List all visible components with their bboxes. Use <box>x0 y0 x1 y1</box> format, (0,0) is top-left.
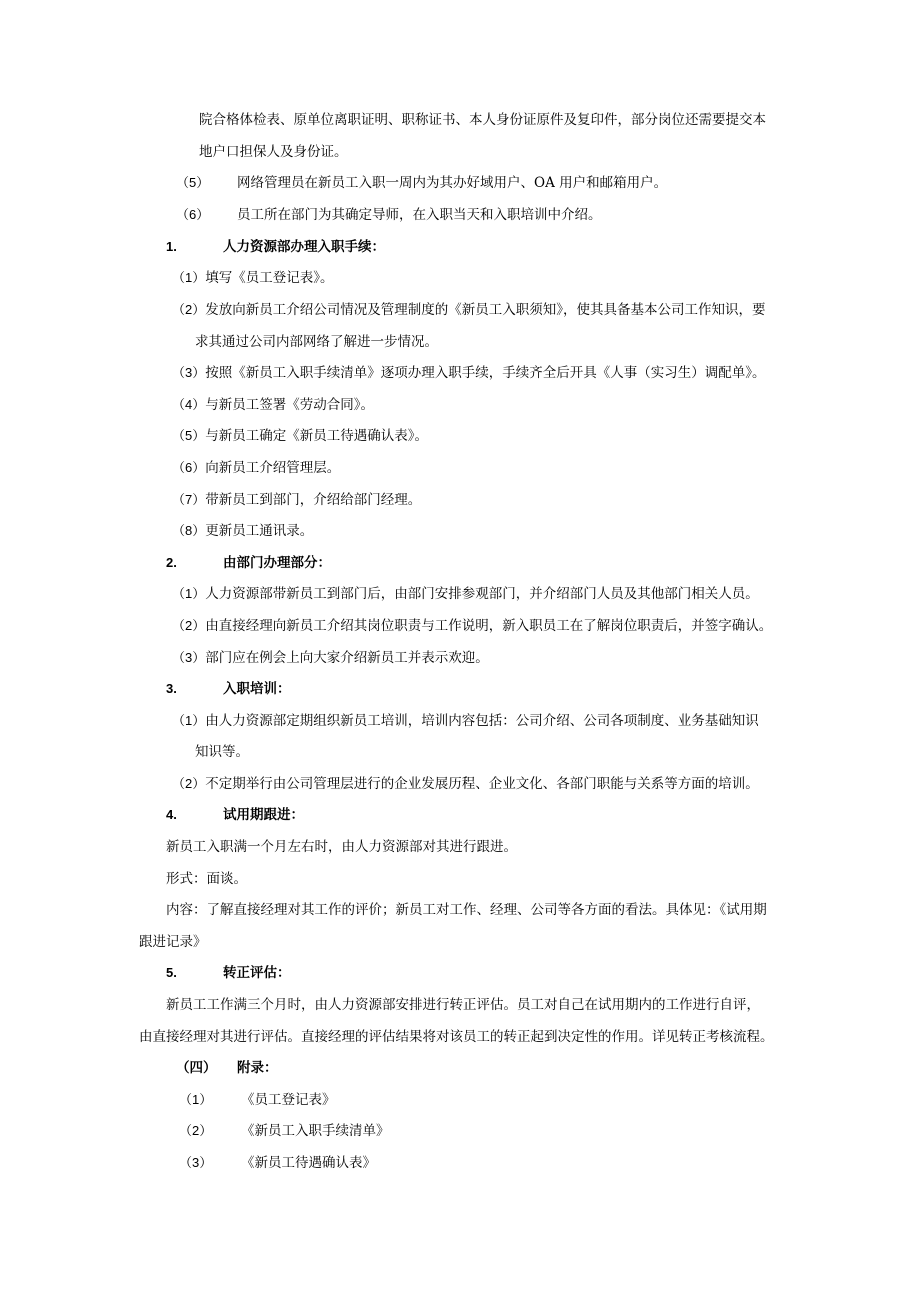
paragraph-line: 新员工工作满三个月时，由人力资源部安排进行转正评估。员工对自己在试用期内的工作进行自评， <box>166 997 760 1013</box>
item-text: 《新员工待遇确认表》 <box>241 1155 376 1171</box>
paragraph-line: 新员工入职满一个月左右时，由人力资源部对其进行跟进。 <box>166 839 517 855</box>
item-number: （3） <box>172 650 206 665</box>
list-item <box>172 648 489 668</box>
section-number: 1. <box>166 239 177 254</box>
list-item <box>172 774 759 794</box>
section-number: 5. <box>166 965 177 980</box>
list-item <box>172 363 765 383</box>
item-number: （5） <box>172 428 206 443</box>
item-text: 部门应在例会上向大家介绍新员工并表示欢迎。 <box>205 650 489 666</box>
item-text: 与新员工签署《劳动合同》。 <box>205 397 374 413</box>
item-text: 《新员工入职手续清单》 <box>241 1123 390 1139</box>
section-number: 2. <box>166 555 177 570</box>
item-text: 由人力资源部定期组织新员工培训，培训内容包括：公司介绍、公司各项制度、业务基础知识 <box>205 713 759 729</box>
item-text: 与新员工确定《新员工待遇确认表》。 <box>205 428 428 444</box>
paragraph-line: 跟进记录》 <box>139 934 207 950</box>
paragraph-line: 求其通过公司内部网络了解进一步情况。 <box>195 334 438 350</box>
section-number: 4. <box>166 807 177 822</box>
section-title: 人力资源部办理入职手续： <box>223 239 385 255</box>
item-text: 带新员工到部门，介绍给部门经理。 <box>205 492 422 508</box>
list-item <box>172 521 313 541</box>
list-item <box>172 426 428 446</box>
list-item <box>176 173 209 193</box>
list-item <box>172 490 421 510</box>
item-text: 《员工登记表》 <box>241 1092 336 1108</box>
item-text: 由直接经理向新员工介绍其岗位职责与工作说明，新入职员工在了解岗位职责后，并签字确认。 <box>205 618 773 634</box>
paragraph-line: 由直接经理对其进行评估。直接经理的评估结果将对该员工的转正起到决定性的作用。详见转正考核流程。 <box>139 1029 774 1045</box>
item-number: （7） <box>172 492 206 507</box>
item-number: （6） <box>172 460 206 475</box>
item-text: 不定期举行由公司管理层进行的企业发展历程、企业文化、各部门职能与关系等方面的培训。 <box>205 776 759 792</box>
list-item <box>172 395 374 415</box>
paragraph-line: 院合格体检表、原单位离职证明、职称证书、本人身份证原件及复印件，部分岗位还需要提交本 <box>199 112 766 128</box>
paragraph-line: 知识等。 <box>195 744 249 760</box>
item-text: 发放向新员工介绍公司情况及管理制度的《新员工入职须知》，使其具备基本公司工作知识，要 <box>205 302 766 318</box>
list-item <box>172 300 765 320</box>
item-number: （1） <box>172 713 206 728</box>
item-text: 人力资源部带新员工到部门后，由部门安排参观部门，并介绍部门人员及其他部门相关人员。 <box>205 586 759 602</box>
section-title: 由部门办理部分： <box>223 555 331 571</box>
list-item <box>172 458 340 478</box>
item-text: 填写《员工登记表》。 <box>205 270 334 286</box>
section-number: （四） <box>176 1060 217 1076</box>
list-item <box>172 711 759 731</box>
item-text: 向新员工介绍管理层。 <box>205 460 341 476</box>
item-number: （1） <box>172 586 206 601</box>
section-title: 附录： <box>237 1060 278 1076</box>
item-number: （6） <box>176 207 210 222</box>
paragraph-line: 内容：了解直接经理对其工作的评价；新员工对工作、经理、公司等各方面的看法。具体见：《试用期 <box>166 902 767 918</box>
section-title: 试用期跟进： <box>223 807 304 823</box>
item-number: （2） <box>179 1123 213 1138</box>
item-number: （1） <box>179 1092 213 1107</box>
item-number: （2） <box>172 776 206 791</box>
section-title: 入职培训： <box>223 681 291 697</box>
item-number: （3） <box>179 1155 213 1170</box>
list-item <box>172 584 759 604</box>
paragraph-line: 地户口担保人及身份证。 <box>199 144 348 160</box>
item-number: （1） <box>172 270 206 285</box>
list-item-text: 员工所在部门为其确定导师，在入职当天和入职培训中介绍。 <box>237 207 602 223</box>
paragraph-line: 形式：面谈。 <box>166 871 247 887</box>
list-item-text: 网络管理员在新员工入职一周内为其办好域用户、OA 用户和邮箱用户。 <box>237 175 668 191</box>
item-text: 按照《新员工入职手续清单》逐项办理入职手续，手续齐全后开具《人事（实习生）调配单》。 <box>205 365 766 381</box>
list-item <box>172 268 333 288</box>
list-item <box>176 205 209 225</box>
item-number: （5） <box>176 175 210 190</box>
item-number: （2） <box>172 618 206 633</box>
item-number: （4） <box>172 397 206 412</box>
item-number: （3） <box>172 365 206 380</box>
section-title: 转正评估： <box>223 965 291 981</box>
item-number: （2） <box>172 302 206 317</box>
section-number: 3. <box>166 681 177 696</box>
item-number: （8） <box>172 523 206 538</box>
list-item <box>172 616 772 636</box>
item-text: 更新员工通讯录。 <box>205 523 314 539</box>
